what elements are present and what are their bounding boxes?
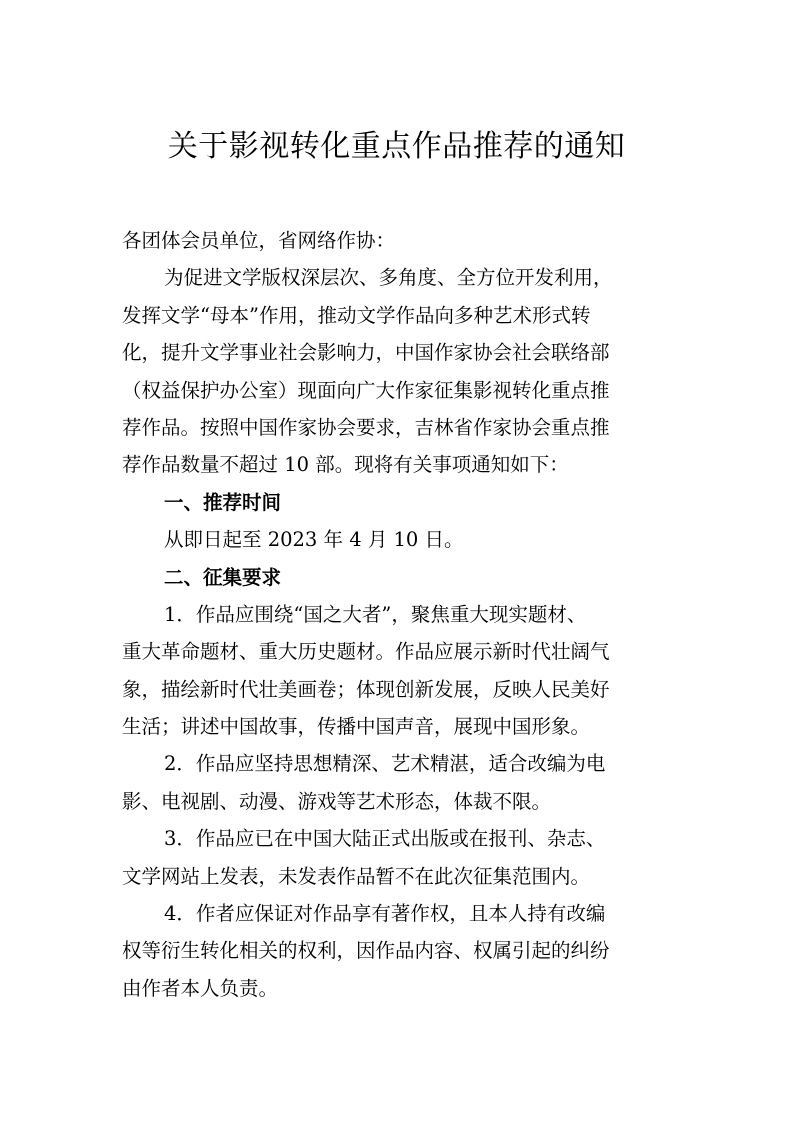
intro-line: 荐作品数量不超过 10 部。现将有关事项通知如下： <box>122 453 569 477</box>
requirement-1-line: 1．作品应围绕“国之大者”，聚焦重大现实题材、 <box>164 602 587 626</box>
requirement-3-line: 3．作品应已在中国大陆正式出版或在报刊、杂志、 <box>164 827 606 851</box>
requirement-4-line: 4．作者应保证对作品享有著作权，且本人持有改编 <box>164 902 606 926</box>
intro-line: 荐作品。按照中国作家协会要求，吉林省作家协会重点推 <box>122 415 610 439</box>
salutation: 各团体会员单位，省网络作协： <box>122 229 396 252</box>
document-title: 关于影视转化重点作品推荐的通知 <box>167 129 626 164</box>
section-content-recommend-time: 从即日起至 2023 年 4 月 10 日。 <box>164 528 464 552</box>
document-body <box>122 222 673 1007</box>
section-heading-requirements: 二、征集要求 <box>164 565 282 589</box>
requirement-2-line: 2．作品应坚持思想精深、艺术精湛，适合改编为电 <box>164 752 606 776</box>
intro-line: 发挥文学“母本”作用，推动文学作品向多种艺术形式转 <box>122 303 591 327</box>
requirement-4-line: 由作者本人负责。 <box>122 976 279 1000</box>
requirement-4-line: 权等衍生转化相关的权利，因作品内容、权属引起的纠纷 <box>122 939 610 963</box>
intro-line: 化，提升文学事业社会影响力，中国作家协会社会联络部 <box>122 341 610 365</box>
requirement-1-line: 生活；讲述中国故事，传播中国声音，展现中国形象。 <box>122 715 591 739</box>
requirement-1-line: 重大革命题材、重大历史题材。作品应展示新时代壮阔气 <box>122 640 610 664</box>
intro-line: 为促进文学版权深层次、多角度、全方位开发利用， <box>164 266 613 290</box>
requirement-2-line: 影、电视剧、动漫、游戏等艺术形态，体裁不限。 <box>122 789 552 813</box>
requirement-1-line: 象，描绘新时代壮美画卷；体现创新发展，反映人民美好 <box>122 677 610 701</box>
requirement-3-line: 文学网站上发表，未发表作品暂不在此次征集范围内。 <box>122 864 591 888</box>
section-heading-recommend-time: 一、推荐时间 <box>164 490 282 514</box>
intro-line: （权益保护办公室）现面向广大作家征集影视转化重点推 <box>122 378 610 402</box>
